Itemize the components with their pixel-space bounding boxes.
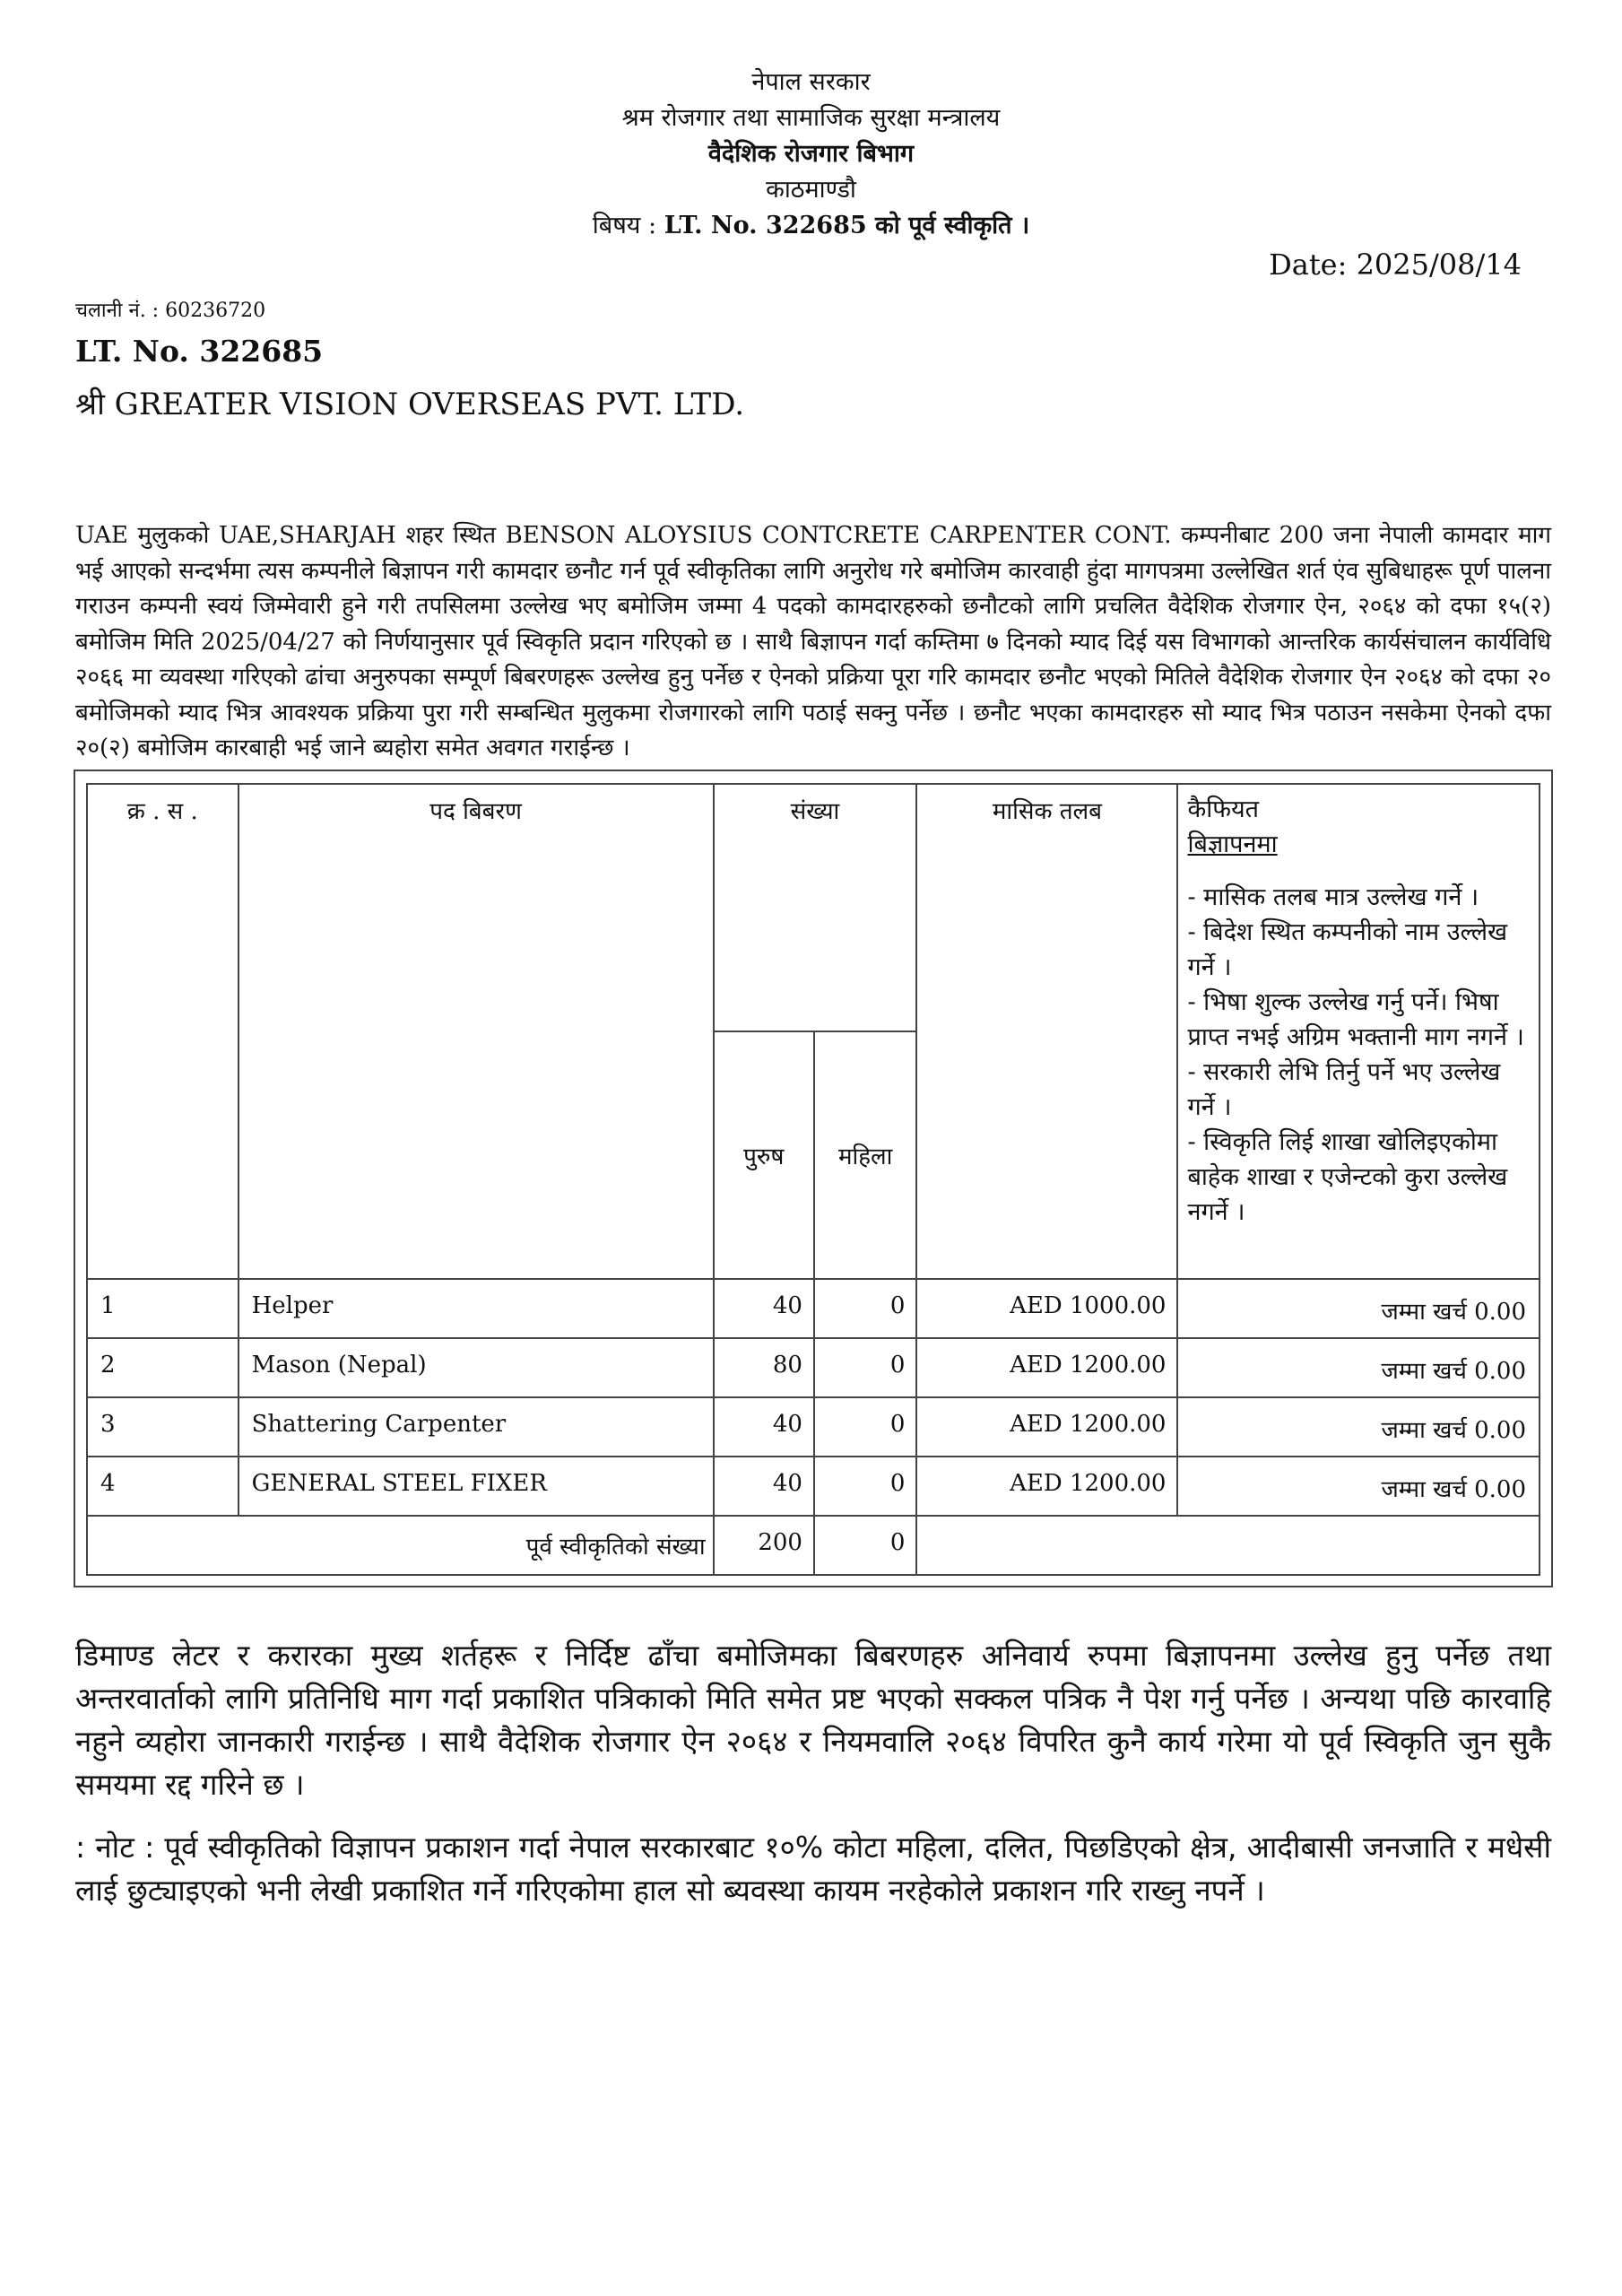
row-cost: जम्मा खर्च 0.00 [1177, 1457, 1540, 1516]
row-post: GENERAL STEEL FIXER [239, 1457, 714, 1516]
dispatch-number: चलानी नं. : 60236720 [75, 300, 266, 322]
remarks-item: - बिदेश स्थित कम्पनीको नाम उल्लेख गर्ने । [1187, 918, 1508, 981]
government-name: नेपाल सरकार [751, 68, 871, 96]
letterhead [0, 65, 1622, 244]
subject-prefix: बिषय : [592, 212, 664, 239]
subject-text: LT. No. 322685 को पूर्व स्वीकृति । [664, 212, 1030, 239]
approval-table [86, 783, 1540, 1576]
row-female: 0 [814, 1338, 916, 1397]
header-serial: क्र . स . [87, 784, 239, 1279]
row-serial: 4 [87, 1457, 239, 1516]
row-cost: जम्मा खर्च 0.00 [1177, 1338, 1540, 1397]
note-paragraph: : नोट : पूर्व स्वीकृतिको विज्ञापन प्रकाशन गर्दा नेपाल सरकारबाट १०% कोटा महिला, दलित, पिछडिएको क्षेत्र, आदीबासी जनजाति र मधेसी लाई छुट्याइएको भनी लेखी प्रकाशित गर्ने गरिएकोमा हाल सो ब्यवस्था कायम नरहेकोले प्रकाशन गरि राख्नु नपर्ने । [75, 1830, 1551, 1908]
header-female: महिला [814, 1031, 916, 1279]
header-post: पद बिबरण [239, 784, 714, 1279]
total-female: 0 [814, 1516, 916, 1575]
remarks-spacer [1187, 862, 1530, 880]
table-header-row-1 [87, 784, 1540, 1031]
department-name: वैदेशिक रोजगार बिभाग [707, 140, 915, 168]
total-label: पूर्व स्वीकृतिको संख्या [87, 1516, 714, 1575]
remarks-item: - सरकारी लेभि तिर्नु पर्ने भए उल्लेख गर्ने । [1187, 1058, 1501, 1121]
table-row [87, 1457, 1540, 1516]
row-post: Mason (Nepal) [239, 1338, 714, 1397]
table-row [87, 1279, 1540, 1338]
remarks-title: बिज्ञापनमा [1187, 831, 1278, 858]
remarks-item: - मासिक तलब मात्र उल्लेख गर्ने । [1187, 883, 1479, 911]
header-male: पुरुष [714, 1031, 814, 1279]
row-male: 80 [714, 1338, 814, 1397]
row-cost: जम्मा खर्च 0.00 [1177, 1279, 1540, 1338]
row-male: 40 [714, 1279, 814, 1338]
table-row [87, 1338, 1540, 1397]
row-male: 40 [714, 1397, 814, 1457]
remarks-cell [1177, 784, 1540, 1279]
row-post: Helper [239, 1279, 714, 1338]
intro-paragraph: UAE मुलुकको UAE,SHARJAH शहर स्थित BENSON ALOYSIUS CONTCRETE CARPENTER CONT. कम्पनीबाट 200 जना नेपाली कामदार माग भई आएको सन्दर्भमा त्यस कम्पनीले बिज्ञापन गरी कामदार छनौट गर्न पूर्व स्वीकृतिका लागि अनुरोध गरे बमोजिम कारवाही हुंदा मागपत्रमा उल्लेखित शर्त एंव सुबिधाहरू पूर्ण पालना गराउन कम्पनी स्वयं जिम्मेवारी हुने गरी तपसिलमा उल्लेख भए बमोजिम जम्मा 4 पदको कामदारहरुको छनौटको लागि प्रचलित वैदेशिक रोजगार ऐन, २०६४ को दफा १५(२) बमोजिम मिति 2025/04/27 को निर्णयानुसार पूर्व स्विकृति प्रदान गरिएको छ । साथै बिज्ञापन गर्दा कम्तिमा ७ दिनको म्याद दिई यस विभागको आन्तरिक कार्यसंचालन कार्यविधि २०६६ मा व्यवस्था गरिएको ढांचा अनुरुपका सम्पूर्ण बिबरणहरू उल्लेख हुनु पर्नेछ र ऐनको प्रक्रिया पूरा गरि कामदार छनौट भएको मितिले वैदेशिक रोजगार ऐन २०६४ को दफा २० बमोजिमको म्याद भित्र आवश्यक प्रक्रिया पुरा गरी सम्बन्धित मुलुकमा रोजगारको लागि पठाई सक्नु पर्नेछ । छनौट भएका कामदारहरु सो म्याद भित्र पठाउन नसकेमा ऐनको दफा २०(२) बमोजिम कारबाही भई जाने ब्यहोरा समेत अवगत गराईन्छ । [75, 522, 1551, 761]
row-female: 0 [814, 1457, 916, 1516]
total-male: 200 [714, 1516, 814, 1575]
header-count: संख्या [714, 784, 917, 1031]
subject-line [0, 208, 1622, 244]
remarks-item: - भिषा शुल्क उल्लेख गर्नु पर्ने। भिषा प्राप्त नभई अग्रिम भक्तानी माग नगर्ने । [1187, 988, 1524, 1051]
row-salary: AED 1200.00 [916, 1457, 1177, 1516]
header-remarks: कैफियत [1187, 796, 1260, 823]
location: काठमाण्डौ [766, 176, 856, 204]
row-male: 40 [714, 1457, 814, 1516]
approval-table-frame [74, 770, 1553, 1587]
row-post: Shattering Carpenter [239, 1397, 714, 1457]
recipient-name: श्री GREATER VISION OVERSEAS PVT. LTD. [75, 387, 745, 422]
table-total-row [87, 1516, 1540, 1575]
lt-number: LT. No. 322685 [75, 334, 324, 369]
table-row [87, 1397, 1540, 1457]
row-salary: AED 1000.00 [916, 1279, 1177, 1338]
total-empty [916, 1516, 1540, 1575]
row-female: 0 [814, 1279, 916, 1338]
row-cost: जम्मा खर्च 0.00 [1177, 1397, 1540, 1457]
row-salary: AED 1200.00 [916, 1397, 1177, 1457]
ministry-name: श्रम रोजगार तथा सामाजिक सुरक्षा मन्त्रालय [621, 104, 1001, 132]
row-serial: 3 [87, 1397, 239, 1457]
row-female: 0 [814, 1397, 916, 1457]
letter-date: Date: 2025/08/14 [1269, 248, 1522, 282]
remarks-item: - स्विकृति लिई शाखा खोलिइएकोमा बाहेक शाखा र एजेन्टको कुरा उल्लेख नगर्ने । [1187, 1128, 1508, 1226]
row-serial: 1 [87, 1279, 239, 1338]
header-salary: मासिक तलब [916, 784, 1177, 1279]
conditions-paragraph: डिमाण्ड लेटर र करारका मुख्य शर्तहरू र निर्दिष्ट ढाँचा बमोजिमका बिबरणहरु अनिवार्य रुपमा बिज्ञापनमा उल्लेख हुनु पर्नेछ तथा अन्तरवार्ताको लागि प्रतिनिधि माग गर्दा प्रकाशित पत्रिकाको मिति समेत प्रष्ट भएको सक्कल पत्रिक नै पेश गर्नु पर्नेछ । अन्यथा पछि कारवाहि नहुने व्यहोरा जानकारी गराईन्छ । साथै वैदेशिक रोजगार ऐन २०६४ र नियमवालि २०६४ विपरित कुनै कार्य गरेमा यो पूर्व स्विकृति जुन सुकै समयमा रद्द गरिने छ । [75, 1638, 1551, 1802]
row-salary: AED 1200.00 [916, 1338, 1177, 1397]
row-serial: 2 [87, 1338, 239, 1397]
